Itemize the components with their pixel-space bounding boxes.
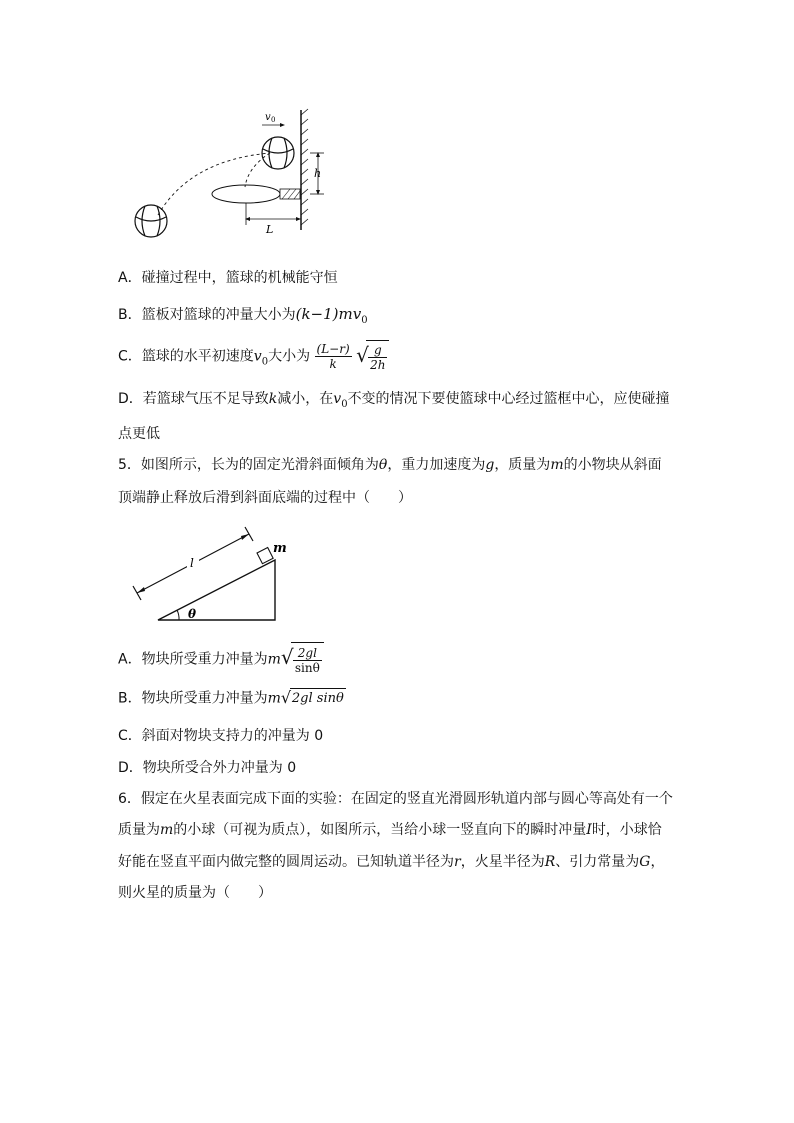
hoop bbox=[212, 185, 280, 203]
q6-stem-line1: 6．假定在火星表面完成下面的实验：在固定的竖直光滑圆形轨道内部与圆心等高处有一个 bbox=[118, 791, 673, 807]
v0-label: v bbox=[265, 112, 271, 123]
q5-stem-line2: 顶端静止释放后滑到斜面底端的过程中（ ） bbox=[118, 490, 412, 506]
l-label: l bbox=[190, 556, 194, 570]
q4-option-d: D．若篮球气压不足导致k减小，在$v_0$不变的情况下要使篮球中心经过篮框中心，应使碰撞 bbox=[118, 391, 670, 410]
v0-sub: 0 bbox=[271, 116, 276, 124]
q5-option-d: D．物块所受合外力冲量为 0 bbox=[118, 760, 297, 776]
L-label: L bbox=[266, 223, 274, 236]
q5-option-c: C．斜面对物块支持力的冲量为 0 bbox=[118, 728, 324, 744]
q5-option-a: A．物块所受重力冲量为m √ $\frac{2gl}{\sin\theta}$ bbox=[118, 642, 324, 677]
basketball-bottom bbox=[135, 205, 167, 237]
q4-option-a: A．碰撞过程中，篮球的机械能守恒 bbox=[118, 270, 338, 286]
q4-option-c: C．篮球的水平初速度$v_0$大小为 $\frac{(L-r)}{k}$ √ $\frac{g}{2h}$ bbox=[118, 340, 389, 378]
c-sqrt: √ $\frac{g}{2h}$ bbox=[356, 340, 389, 373]
q6-stem-line4: 则火星的质量为（ ） bbox=[118, 885, 272, 901]
q5-option-b: B．物块所受重力冲量为m √ 2gl sinθ bbox=[118, 688, 344, 707]
q6-stem-line3: 好能在竖直平面内做完整的圆周运动。已知轨道半径为r，火星半径为R、引力常量为G， bbox=[118, 854, 665, 870]
q5-stem-line1: 5．如图所示，长为的固定光滑斜面倾角为θ，重力加速度为g，质量为m的小物块从斜面 bbox=[118, 457, 662, 473]
h-label: h bbox=[314, 167, 322, 180]
basketball-figure bbox=[120, 105, 330, 245]
q4-option-d-line2: 点更低 bbox=[118, 426, 160, 442]
q6-stem-line2: 质量为m的小球（可视为质点），如图所示，当给小球一竖直向下的瞬时冲量I时，小球恰 bbox=[118, 822, 662, 838]
theta-label: θ bbox=[188, 607, 197, 621]
incline-figure bbox=[125, 520, 295, 630]
m-label: m bbox=[273, 541, 287, 556]
basketball-top bbox=[262, 137, 294, 169]
q4-option-b: B．篮板对篮球的冲量大小为$(k-1)mv_0$ bbox=[118, 305, 368, 326]
c-fraction: $\frac{(L-r)}{k}$ bbox=[316, 342, 350, 371]
block bbox=[257, 548, 273, 564]
